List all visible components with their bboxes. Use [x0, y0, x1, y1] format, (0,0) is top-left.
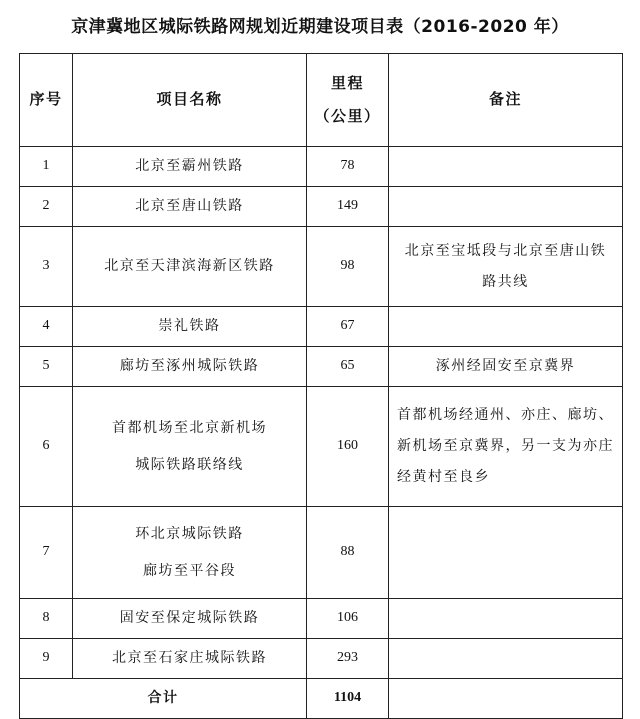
cell-seq: 6 — [20, 387, 73, 507]
cell-name: 北京至天津滨海新区铁路 — [73, 227, 307, 307]
cell-seq: 1 — [20, 147, 73, 187]
cell-seq: 8 — [20, 599, 73, 639]
name-line: 环北京城际铁路 — [135, 526, 244, 543]
note-line: 首都机场经通州、亦庄、廊坊、 — [397, 407, 614, 424]
table-row — [20, 147, 623, 187]
cell-seq: 3 — [20, 227, 73, 307]
cell-km: 149 — [307, 187, 389, 227]
name-line: 城际铁路联络线 — [135, 456, 244, 473]
cell-seq: 2 — [20, 187, 73, 227]
cell-name — [73, 507, 307, 599]
note-line: 经黄村至良乡 — [397, 468, 490, 485]
name-line: 首都机场至北京新机场 — [112, 420, 267, 437]
cell-note — [389, 387, 623, 507]
cell-name: 崇礼铁路 — [73, 307, 307, 347]
cell-seq: 4 — [20, 307, 73, 347]
project-table — [19, 53, 623, 719]
header-name: 项目名称 — [73, 54, 307, 147]
note-line: 北京至宝坻段与北京至唐山铁 — [404, 242, 607, 259]
total-row — [20, 679, 623, 719]
cell-note — [389, 507, 623, 599]
table-row — [20, 387, 623, 507]
table-row — [20, 507, 623, 599]
note-line: 新机场至京冀界，另一支为亦庄 — [397, 438, 614, 455]
cell-note — [389, 307, 623, 347]
cell-name: 北京至唐山铁路 — [73, 187, 307, 227]
table-row — [20, 307, 623, 347]
cell-name: 北京至石家庄城际铁路 — [73, 639, 307, 679]
header-km-line1: 里程 — [330, 74, 364, 92]
cell-note: 涿州经固安至京冀界 — [389, 347, 623, 387]
table-row — [20, 599, 623, 639]
table-row — [20, 639, 623, 679]
cell-note — [389, 599, 623, 639]
cell-km: 67 — [307, 307, 389, 347]
cell-km: 88 — [307, 507, 389, 599]
header-km — [307, 54, 389, 147]
cell-name — [73, 387, 307, 507]
cell-km: 65 — [307, 347, 389, 387]
cell-seq: 9 — [20, 639, 73, 679]
cell-note — [389, 147, 623, 187]
total-note — [389, 679, 623, 719]
header-seq: 序号 — [20, 54, 73, 147]
cell-km: 98 — [307, 227, 389, 307]
page-title: 京津冀地区城际铁路网规划近期建设项目表（2016-2020 年） — [71, 17, 569, 37]
header-row — [20, 54, 623, 147]
total-km: 1104 — [307, 679, 389, 719]
cell-name: 固安至保定城际铁路 — [73, 599, 307, 639]
table-row — [20, 187, 623, 227]
cell-km: 78 — [307, 147, 389, 187]
cell-note — [389, 187, 623, 227]
note-line: 路共线 — [482, 273, 529, 290]
cell-seq: 5 — [20, 347, 73, 387]
cell-name: 北京至霸州铁路 — [73, 147, 307, 187]
cell-note — [389, 227, 623, 307]
cell-note — [389, 639, 623, 679]
table-row — [20, 227, 623, 307]
cell-km: 106 — [307, 599, 389, 639]
header-note: 备注 — [389, 54, 623, 147]
cell-seq: 7 — [20, 507, 73, 599]
name-line: 廊坊至平谷段 — [143, 562, 236, 579]
table-row — [20, 347, 623, 387]
cell-name: 廊坊至涿州城际铁路 — [73, 347, 307, 387]
header-km-line2: （公里） — [314, 107, 381, 125]
cell-km: 160 — [307, 387, 389, 507]
cell-km: 293 — [307, 639, 389, 679]
total-label: 合计 — [20, 679, 307, 719]
